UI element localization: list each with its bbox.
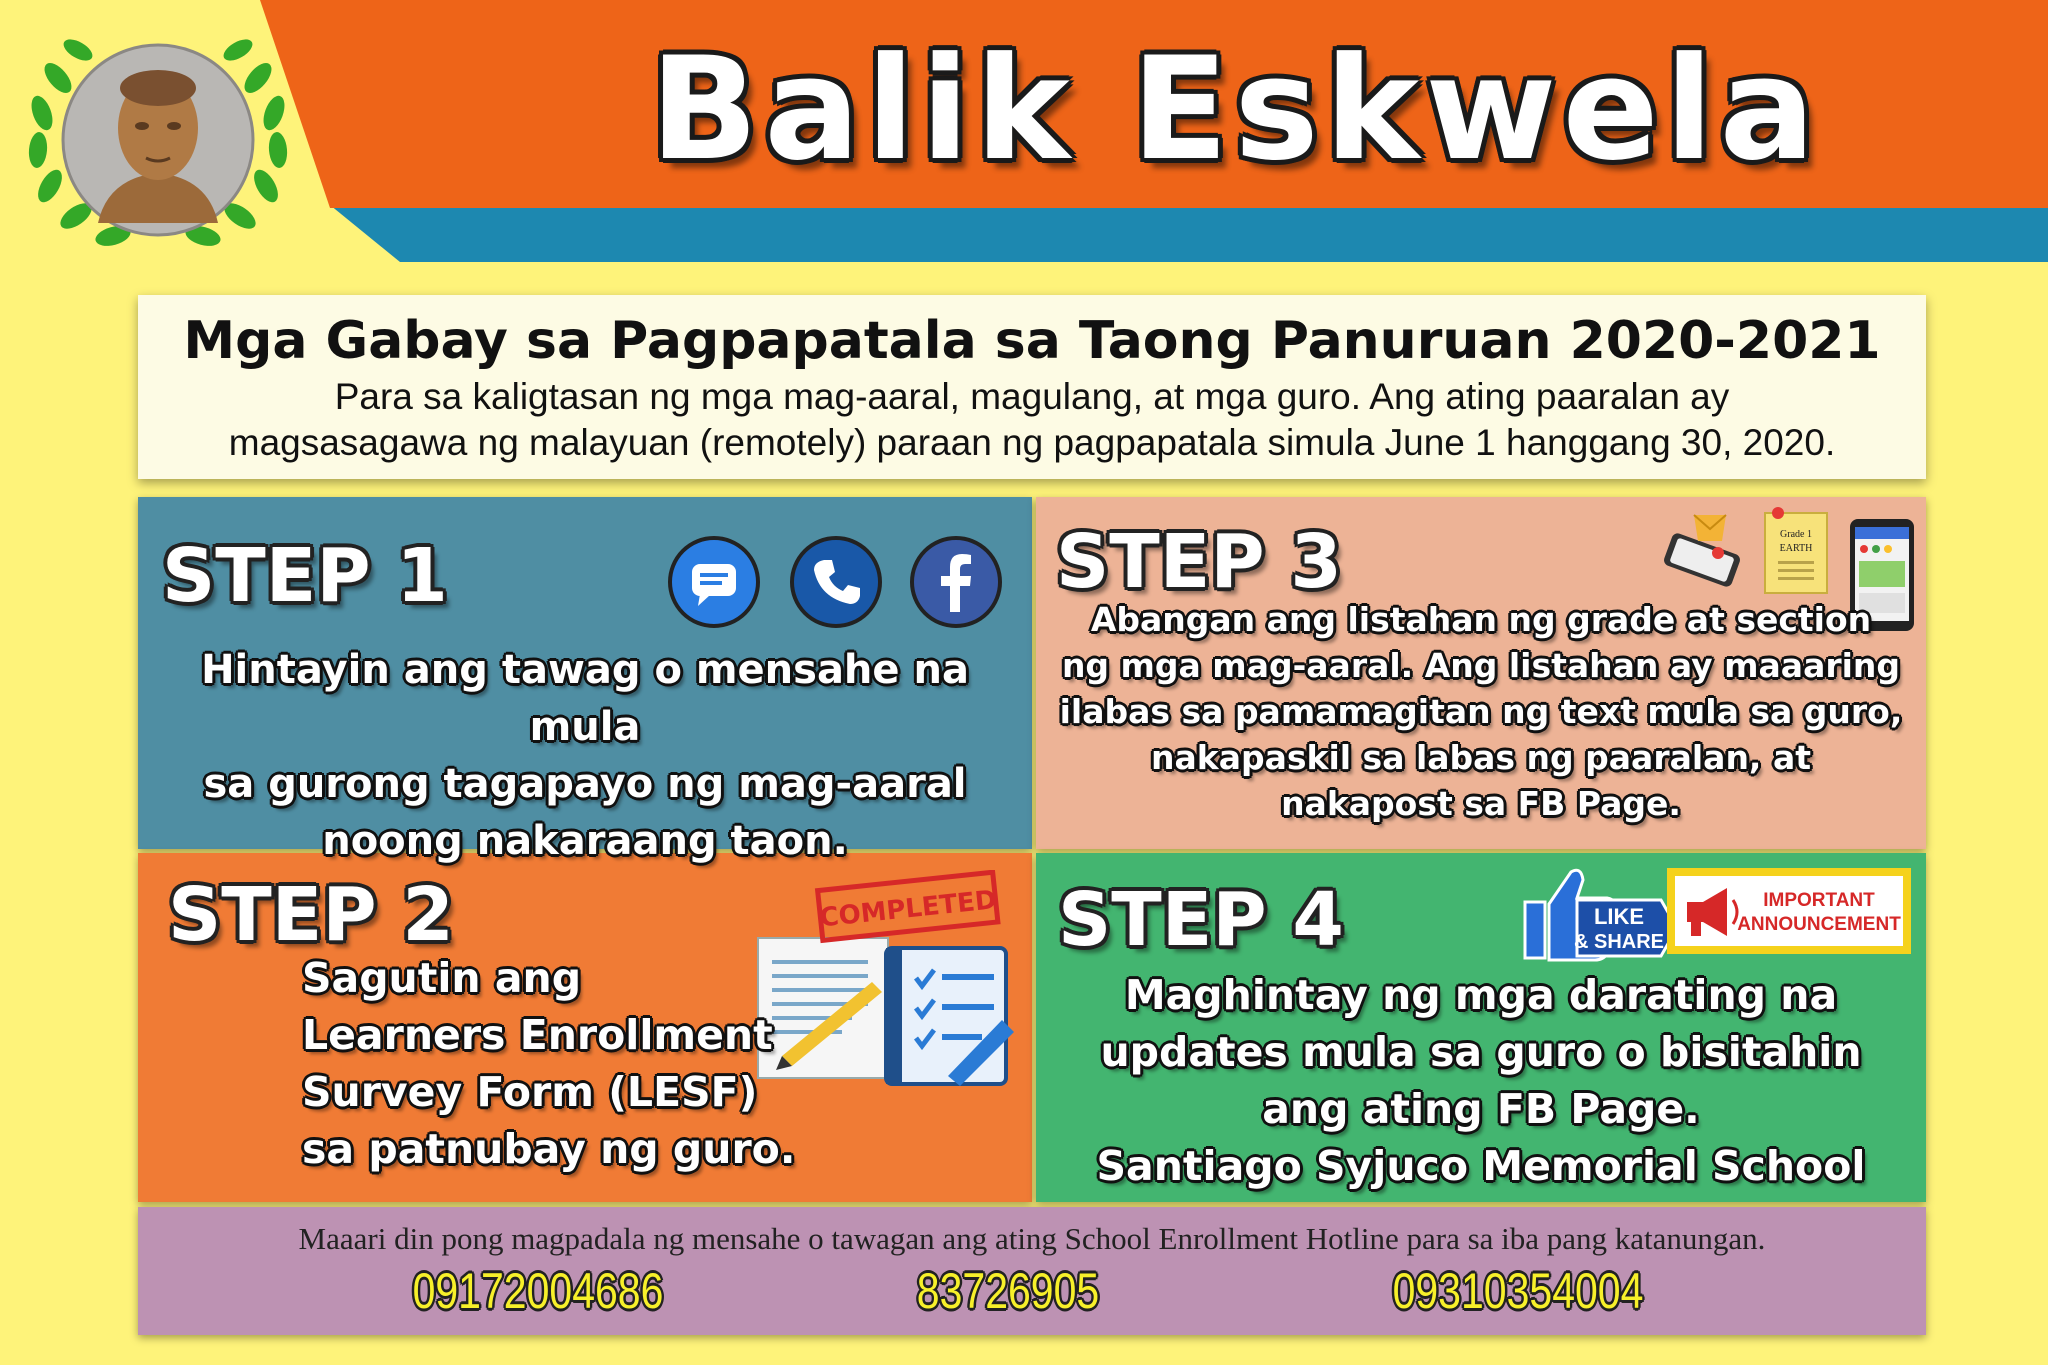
posted-note-icon [1765,507,1827,593]
step-3-line: nakapaskil sa labas ng paaralan, at [1150,738,1812,777]
step-2-line: Survey Form (LESF) [302,1068,758,1116]
step-1-line: Hintayin ang tawag o mensahe na mula [201,647,969,750]
checklist-icon [886,948,1014,1086]
intro-box [138,295,1926,479]
step-4-text [1050,967,1912,1195]
step-4-line: ang ating FB Page. [1262,1085,1700,1133]
step-1-line: noong nakaraang taon. [322,818,848,864]
step-2-line: Learners Enrollment [302,1011,773,1059]
message-icon [668,536,760,628]
phone-icon [790,536,882,628]
step-4-heading: STEP 4 [1058,877,1344,963]
school-logo [18,18,298,258]
step-3-text [1050,597,1912,827]
step-3-line: ilabas sa pamamagitan ng text mula sa guro, [1059,692,1903,731]
step-2-heading: STEP 2 [168,872,454,958]
step-2-text [302,950,822,1178]
step-1-line: sa gurong tagapayo ng mag-aaral [203,761,967,807]
step-1-heading: STEP 1 [162,533,448,619]
step-1-text [150,642,1020,870]
footer-note: Maaari din pong magpadala ng mensahe o tawagan ang ating School Enrollment Hotline para sa iba pang katanungan. [298,1221,1766,1256]
step-3-heading: STEP 3 [1056,519,1342,605]
note-section-label: EARTH [1779,543,1813,554]
announcement-banner [1667,868,1911,954]
hotline-number-2: 83726905 [916,1263,1100,1319]
intro-line-2: magsasagawa ng malayuan (remotely) paraan ng pagpapatala simula June 1 hanggang 30, 2020. [228,422,1836,463]
phone-message-icon [1662,515,1741,588]
intro-title: Mga Gabay sa Pagpapatala sa Taong Panuruan 2020-2021 [183,311,1881,371]
thumbs-up-icon [1525,870,1677,960]
step-2-line: sa patnubay ng guro. [302,1125,796,1173]
hotline-footer [138,1207,1926,1335]
intro-line-1: Para sa kaligtasan ng mga mag-aaral, magulang, at mga guro. Ang ating paaralan ay [334,376,1730,417]
school-name: Santiago Syjuco Memorial School [1096,1142,1866,1190]
note-grade-label: Grade 1 [1780,529,1812,540]
announcement-line-1: IMPORTANT [1763,890,1875,911]
hotline-number-1: 09172004686 [412,1263,664,1319]
like-label: LIKE [1593,904,1645,929]
step-2-line: Sagutin ang [302,954,582,1002]
step-3-line: Abangan ang listahan ng grade at section [1090,600,1872,639]
hotline-number-3: 09310354004 [1392,1263,1644,1319]
facebook-icon [910,536,1002,628]
step-4-line: updates mula sa guro o bisitahin [1100,1028,1862,1076]
step-3-line: nakapost sa FB Page. [1281,784,1681,823]
share-label: & SHARE [1573,931,1665,953]
step-3-line: ng mga mag-aaral. Ang listahan ay maaaring [1061,646,1901,685]
blue-band [330,205,2048,262]
step-4-line: Maghintay ng mga darating na [1124,971,1838,1019]
page-title: Balik Eskwela [650,27,1822,192]
announcement-line-2: ANNOUNCEMENT [1737,914,1901,935]
completed-stamp [817,872,999,940]
step-4-icons [1515,858,1915,964]
completed-stamp-label: COMPLETED [818,885,998,934]
